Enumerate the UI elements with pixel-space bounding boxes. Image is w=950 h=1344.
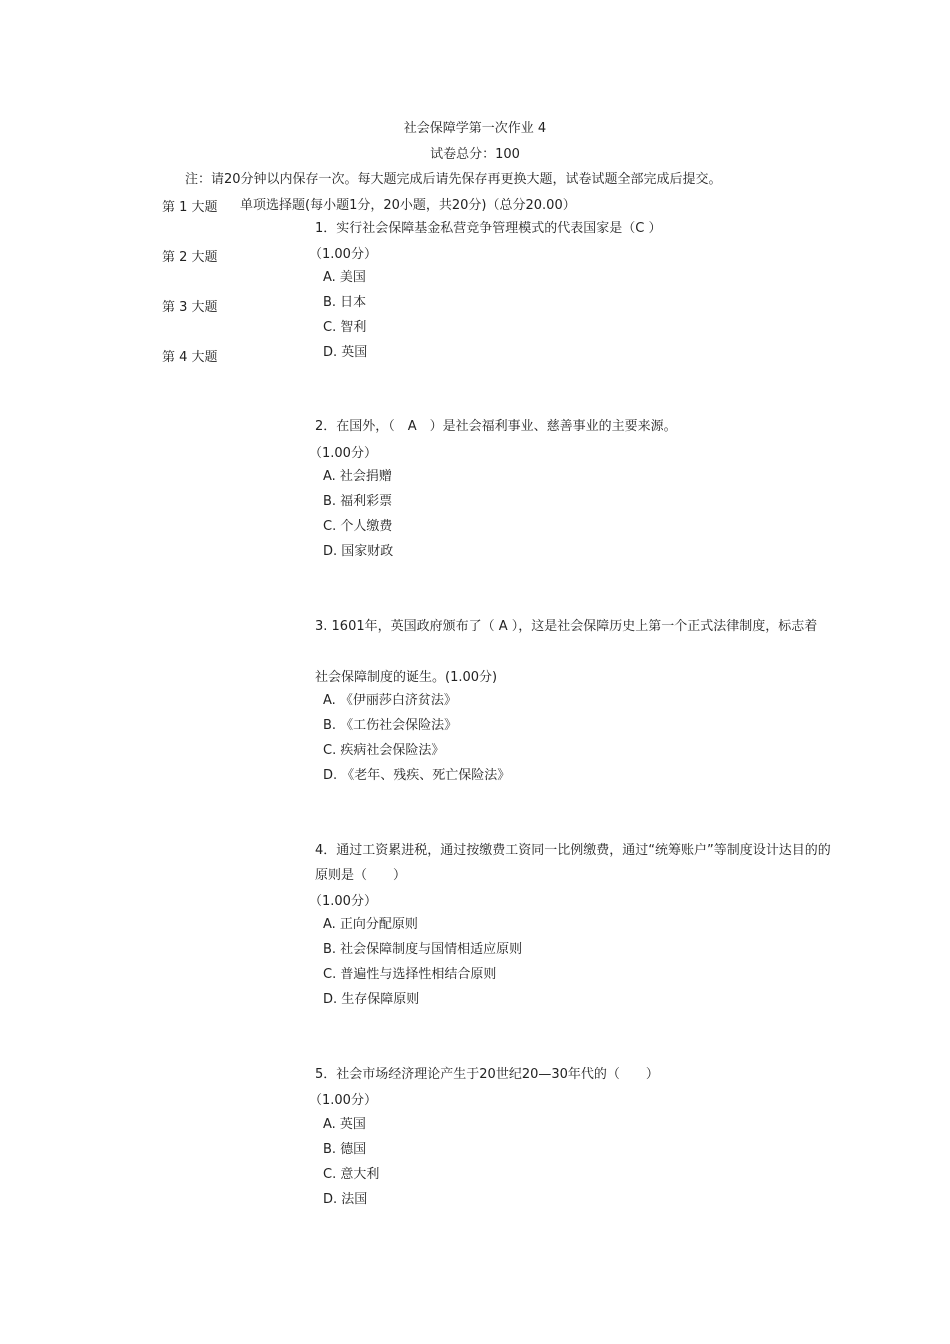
option-a[interactable]: A. 正向分配原则 xyxy=(323,917,418,932)
option-d[interactable]: D. 法国 xyxy=(323,1192,368,1207)
option-d[interactable]: D. 生存保障原则 xyxy=(323,992,420,1007)
question-score: （1.00分） xyxy=(309,247,377,262)
option-a[interactable]: A. 社会捐赠 xyxy=(323,469,392,484)
question-score: （1.00分） xyxy=(309,894,377,909)
option-b[interactable]: B. 德国 xyxy=(323,1142,367,1157)
question-score: 社会保障制度的诞生。(1.00分) xyxy=(315,670,498,685)
question-stem: 1．实行社会保障基金私营竞争管理模式的代表国家是（C ） xyxy=(315,221,662,236)
question-stem: 2．在国外，（ A ）是社会福利事业、慈善事业的主要来源。 xyxy=(315,419,677,434)
question-score: （1.00分） xyxy=(309,1093,377,1108)
nav-item-section-2[interactable]: 第 2 大题 xyxy=(162,250,218,265)
option-c[interactable]: C. 个人缴费 xyxy=(323,519,393,534)
total-score: 试卷总分：100 xyxy=(430,147,520,162)
question-stem: 4．通过工资累进税，通过按缴费工资同一比例缴费，通过“统筹账户”等制度设计达目的的原则是（ ） xyxy=(315,843,831,883)
option-d[interactable]: D. 《老年、残疾、死亡保险法》 xyxy=(323,768,511,783)
option-a[interactable]: A. 美国 xyxy=(323,270,366,285)
option-d[interactable]: D. 英国 xyxy=(323,345,368,360)
option-c[interactable]: C. 意大利 xyxy=(323,1167,380,1182)
option-d[interactable]: D. 国家财政 xyxy=(323,544,394,559)
section-heading: 单项选择题(每小题1分，20小题，共20分)（总分20.00） xyxy=(240,198,576,213)
question-score: （1.00分） xyxy=(309,446,377,461)
option-a[interactable]: A. 《伊丽莎白济贫法》 xyxy=(323,693,457,708)
option-a[interactable]: A. 英国 xyxy=(323,1117,366,1132)
option-b[interactable]: B. 社会保障制度与国情相适应原则 xyxy=(323,942,523,957)
option-c[interactable]: C. 疾病社会保险法》 xyxy=(323,743,445,758)
page-title: 社会保障学第一次作业 4 xyxy=(403,121,547,136)
option-b[interactable]: B. 《工伤社会保险法》 xyxy=(323,718,458,733)
option-c[interactable]: C. 智利 xyxy=(323,320,367,335)
question-stem: 5．社会市场经济理论产生于20世纪20—30年代的（ ） xyxy=(315,1067,659,1082)
question-stem: 3. 1601年，英国政府颁布了（ A ），这是社会保障历史上第一个正式法律制度，标志着 xyxy=(315,619,818,634)
save-notice: 注：请20分钟以内保存一次。每大题完成后请先保存再更换大题，试卷试题全部完成后提交。 xyxy=(185,172,722,187)
nav-item-section-1[interactable]: 第 1 大题 xyxy=(162,200,218,215)
option-c[interactable]: C. 普遍性与选择性相结合原则 xyxy=(323,967,497,982)
option-b[interactable]: B. 日本 xyxy=(323,295,367,310)
nav-item-section-3[interactable]: 第 3 大题 xyxy=(162,300,218,315)
nav-item-section-4[interactable]: 第 4 大题 xyxy=(162,350,218,365)
option-b[interactable]: B. 福利彩票 xyxy=(323,494,393,509)
